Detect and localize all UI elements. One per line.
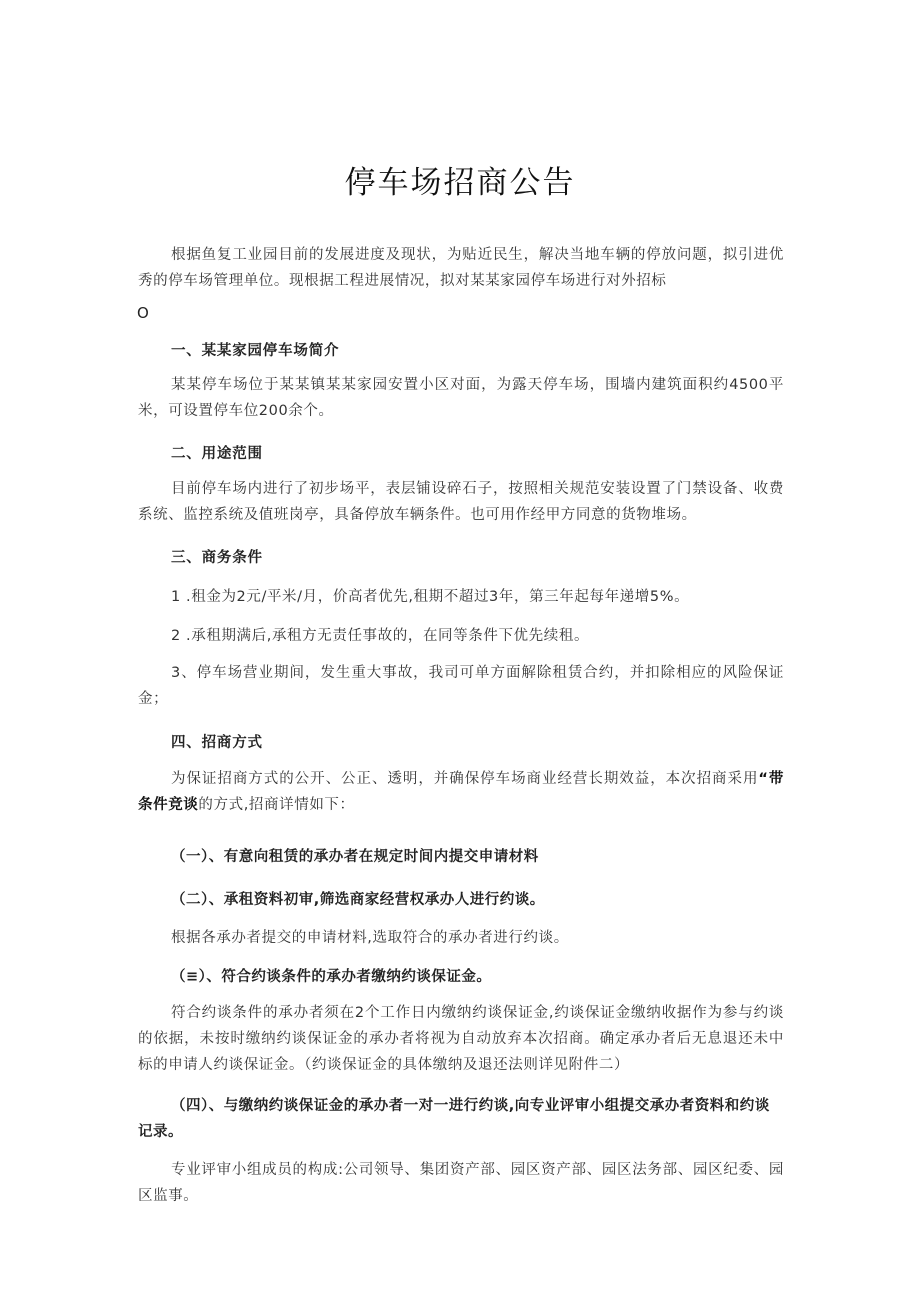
section-3-item-3: 3、停车场营业期间，发生重大事故，我司可单方面解除租赁合约，并扣除相应的风险保证金； — [138, 665, 784, 707]
section-4-intro-before: 为保证招商方式的公开、公正、透明，并确保停车场商业经营长期效益，本次招商采用 — [171, 771, 759, 787]
section-4-heading: 四、招商方式 — [171, 735, 263, 751]
section-1-heading: 一、某某家园停车场简介 — [171, 343, 340, 359]
section-4-intro-after: 的方式,招商详情如下： — [198, 797, 355, 813]
step-4-heading: （四）、与缴纳约谈保证金的承办者一对一进行约谈,向专业评审小组提交承办者资料和约谈记录。 — [138, 1098, 770, 1140]
step-1-heading: （一）、有意向租赁的承办者在规定时间内提交申请材料 — [171, 849, 539, 865]
stray-mark: O — [137, 304, 149, 322]
section-3-item-1: 1 .租金为2元/平米/月，价高者优先,租期不超过3年，第三年起每年递增5%。 — [171, 589, 690, 605]
section-3-heading: 三、商务条件 — [171, 550, 263, 566]
section-1-text: 某某停车场位于某某镇某某家园安置小区对面，为露天停车场，围墙内建筑面积约4500平米，可设置停车位200余个。 — [138, 377, 784, 419]
section-4-intro — [138, 766, 784, 818]
section-4-intro-bold: “带条件竞谈 — [138, 771, 785, 813]
section-2-heading: 二、用途范围 — [171, 446, 263, 462]
step-3-heading: （≡）、符合约谈条件的承办者缴纳约谈保证金。 — [171, 969, 492, 985]
step-3-text: 符合约谈条件的承办者须在2个工作日内缴纳约谈保证金,约谈保证金缴纳收据作为参与约谈的依据，未按时缴纳约谈保证金的承办者将视为自动放弃本次招商。确定承办者后无息退还未中标的申请人约谈保证金。（约谈保证金的具体缴纳及退还法则详见附件二） — [138, 1005, 784, 1073]
step-2-heading: （二）、承租资料初审,筛选商家经营权承办人进行约谈。 — [171, 892, 545, 908]
step-4-text: 专业评审小组成员的构成:公司领导、集团资产部、园区资产部、园区法务部、园区纪委、园区监事。 — [138, 1162, 784, 1204]
section-3-item-2: 2 .承租期满后,承租方无责任事故的，在同等条件下优先续租。 — [171, 628, 590, 644]
intro-paragraph: 根据鱼复工业园目前的发展进度及现状，为贴近民生，解决当地车辆的停放问题，拟引进优秀的停车场管理单位。现根据工程进展情况，拟对某某家园停车场进行对外招标 — [138, 247, 784, 289]
step-2-text: 根据各承办者提交的申请材料,选取符合的承办者进行约谈。 — [171, 930, 569, 946]
document-title: 停车场招商公告 — [344, 164, 576, 201]
section-2-text: 目前停车场内进行了初步场平，表层铺设碎石子，按照相关规范安装设置了门禁设备、收费系统、监控系统及值班岗亭，具备停放车辆条件。也可用作经甲方同意的货物堆场。 — [138, 481, 784, 523]
